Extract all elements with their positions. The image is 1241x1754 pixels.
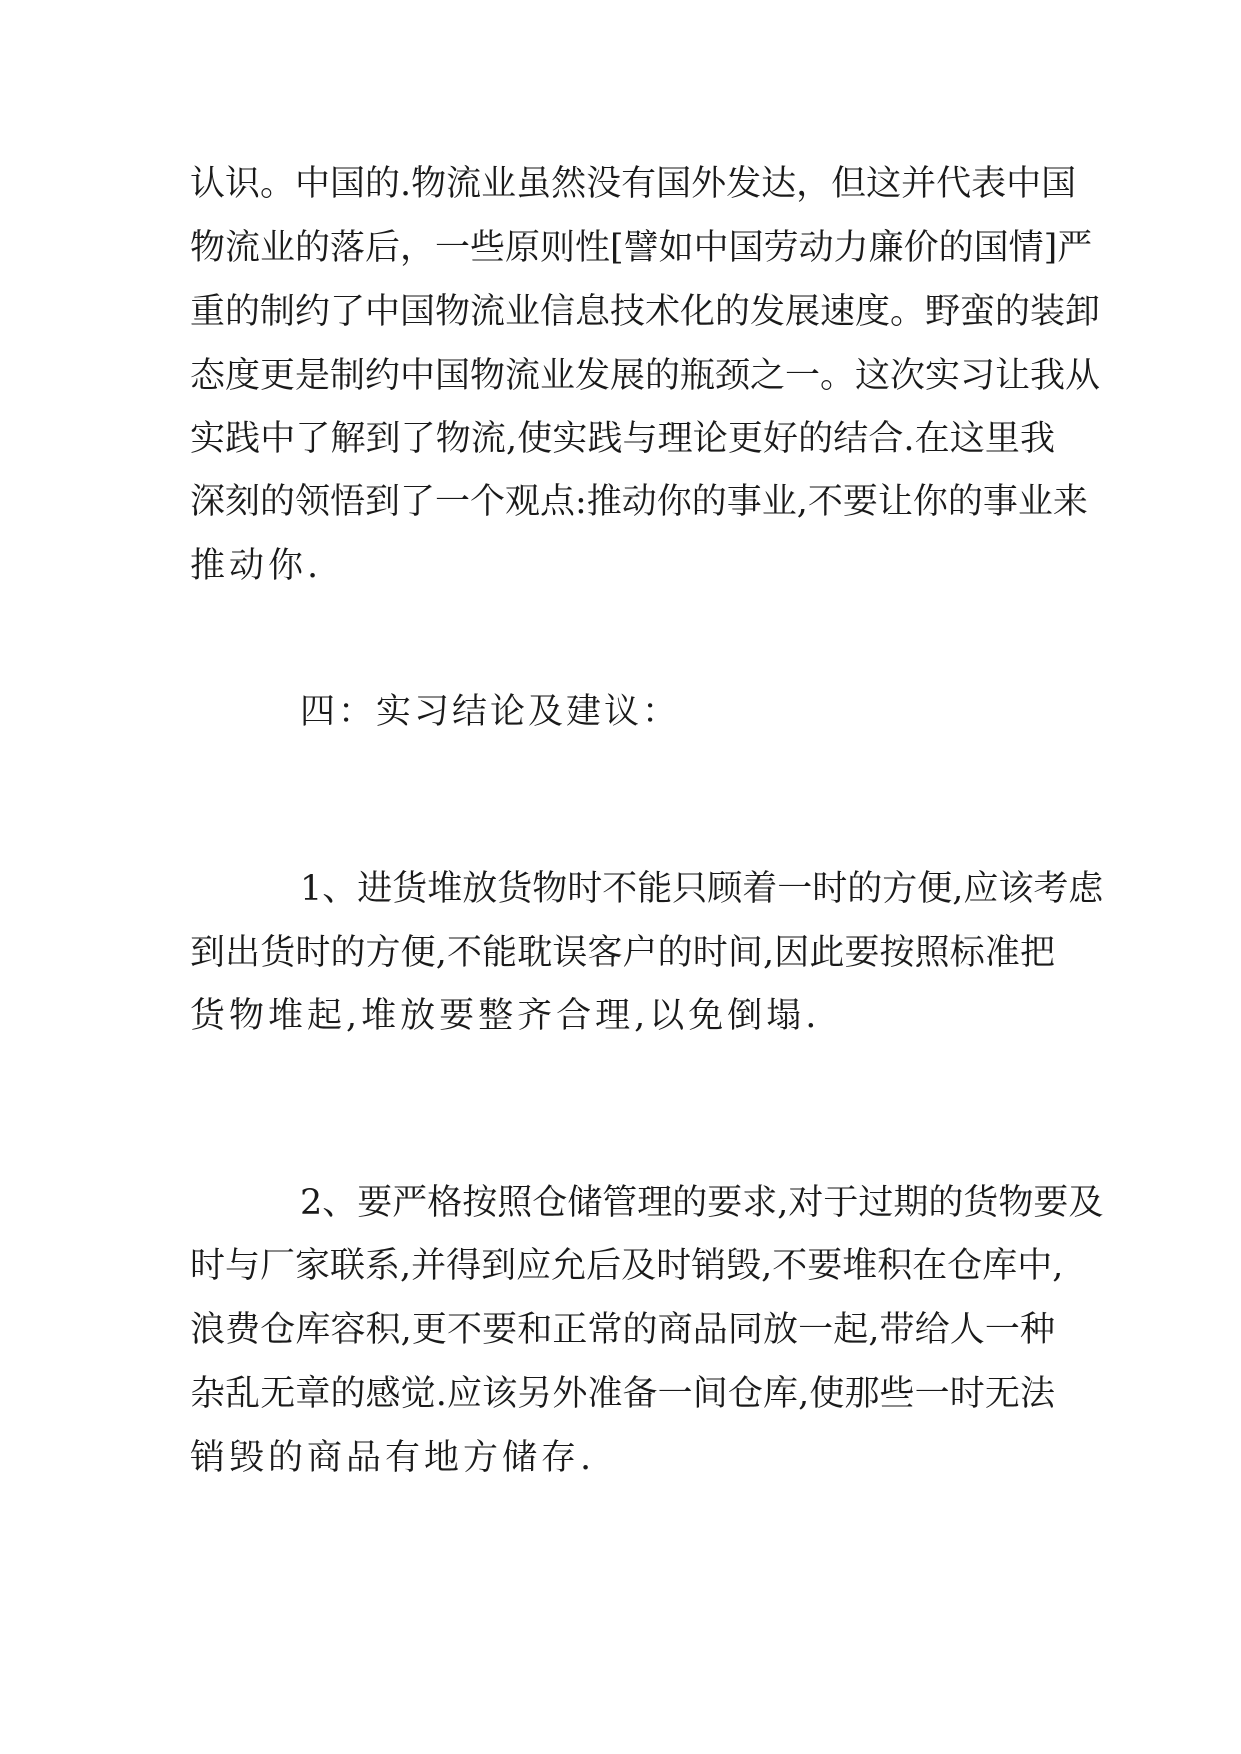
text-line: 物流业的落后，一些原则性[譬如中国劳动力廉价的国情]严 [190, 228, 1093, 268]
text-line: 深刻的领悟到了一个观点:推动你的事业,不要让你的事业来 [190, 482, 1088, 522]
text-line: 时与厂家联系,并得到应允后及时销毁,不要堆积在仓库中, [190, 1246, 1064, 1286]
text-line: 态度更是制约中国物流业发展的瓶颈之一。这次实习让我从 [190, 356, 1101, 396]
text-line: 重的制约了中国物流业信息技术化的发展速度。野蛮的装卸 [190, 292, 1101, 332]
section-heading: 四：实习结论及建议： [300, 692, 681, 732]
text-line: 2、要严格按照仓储管理的要求,对于过期的货物要及 [300, 1183, 1104, 1223]
text-line: 杂乱无章的感觉.应该另外准备一间仓库,使那些一时无法 [190, 1374, 1055, 1414]
text-line: 销毁的商品有地方储存. [190, 1438, 596, 1478]
text-line: 实践中了解到了物流,使实践与理论更好的结合.在这里我 [190, 419, 1055, 459]
text-line: 1、进货堆放货物时不能只顾着一时的方便,应该考虑 [300, 869, 1104, 909]
text-line: 推动你. [190, 546, 323, 586]
text-line: 认识。中国的.物流业虽然没有国外发达，但这并代表中国 [190, 164, 1077, 204]
text-line: 到出货时的方便,不能耽误客户的时间,因此要按照标准把 [190, 933, 1055, 973]
text-line: 浪费仓库容积,更不要和正常的商品同放一起,带给人一种 [190, 1310, 1055, 1350]
text-line: 货物堆起,堆放要整齐合理,以免倒塌. [190, 996, 821, 1036]
